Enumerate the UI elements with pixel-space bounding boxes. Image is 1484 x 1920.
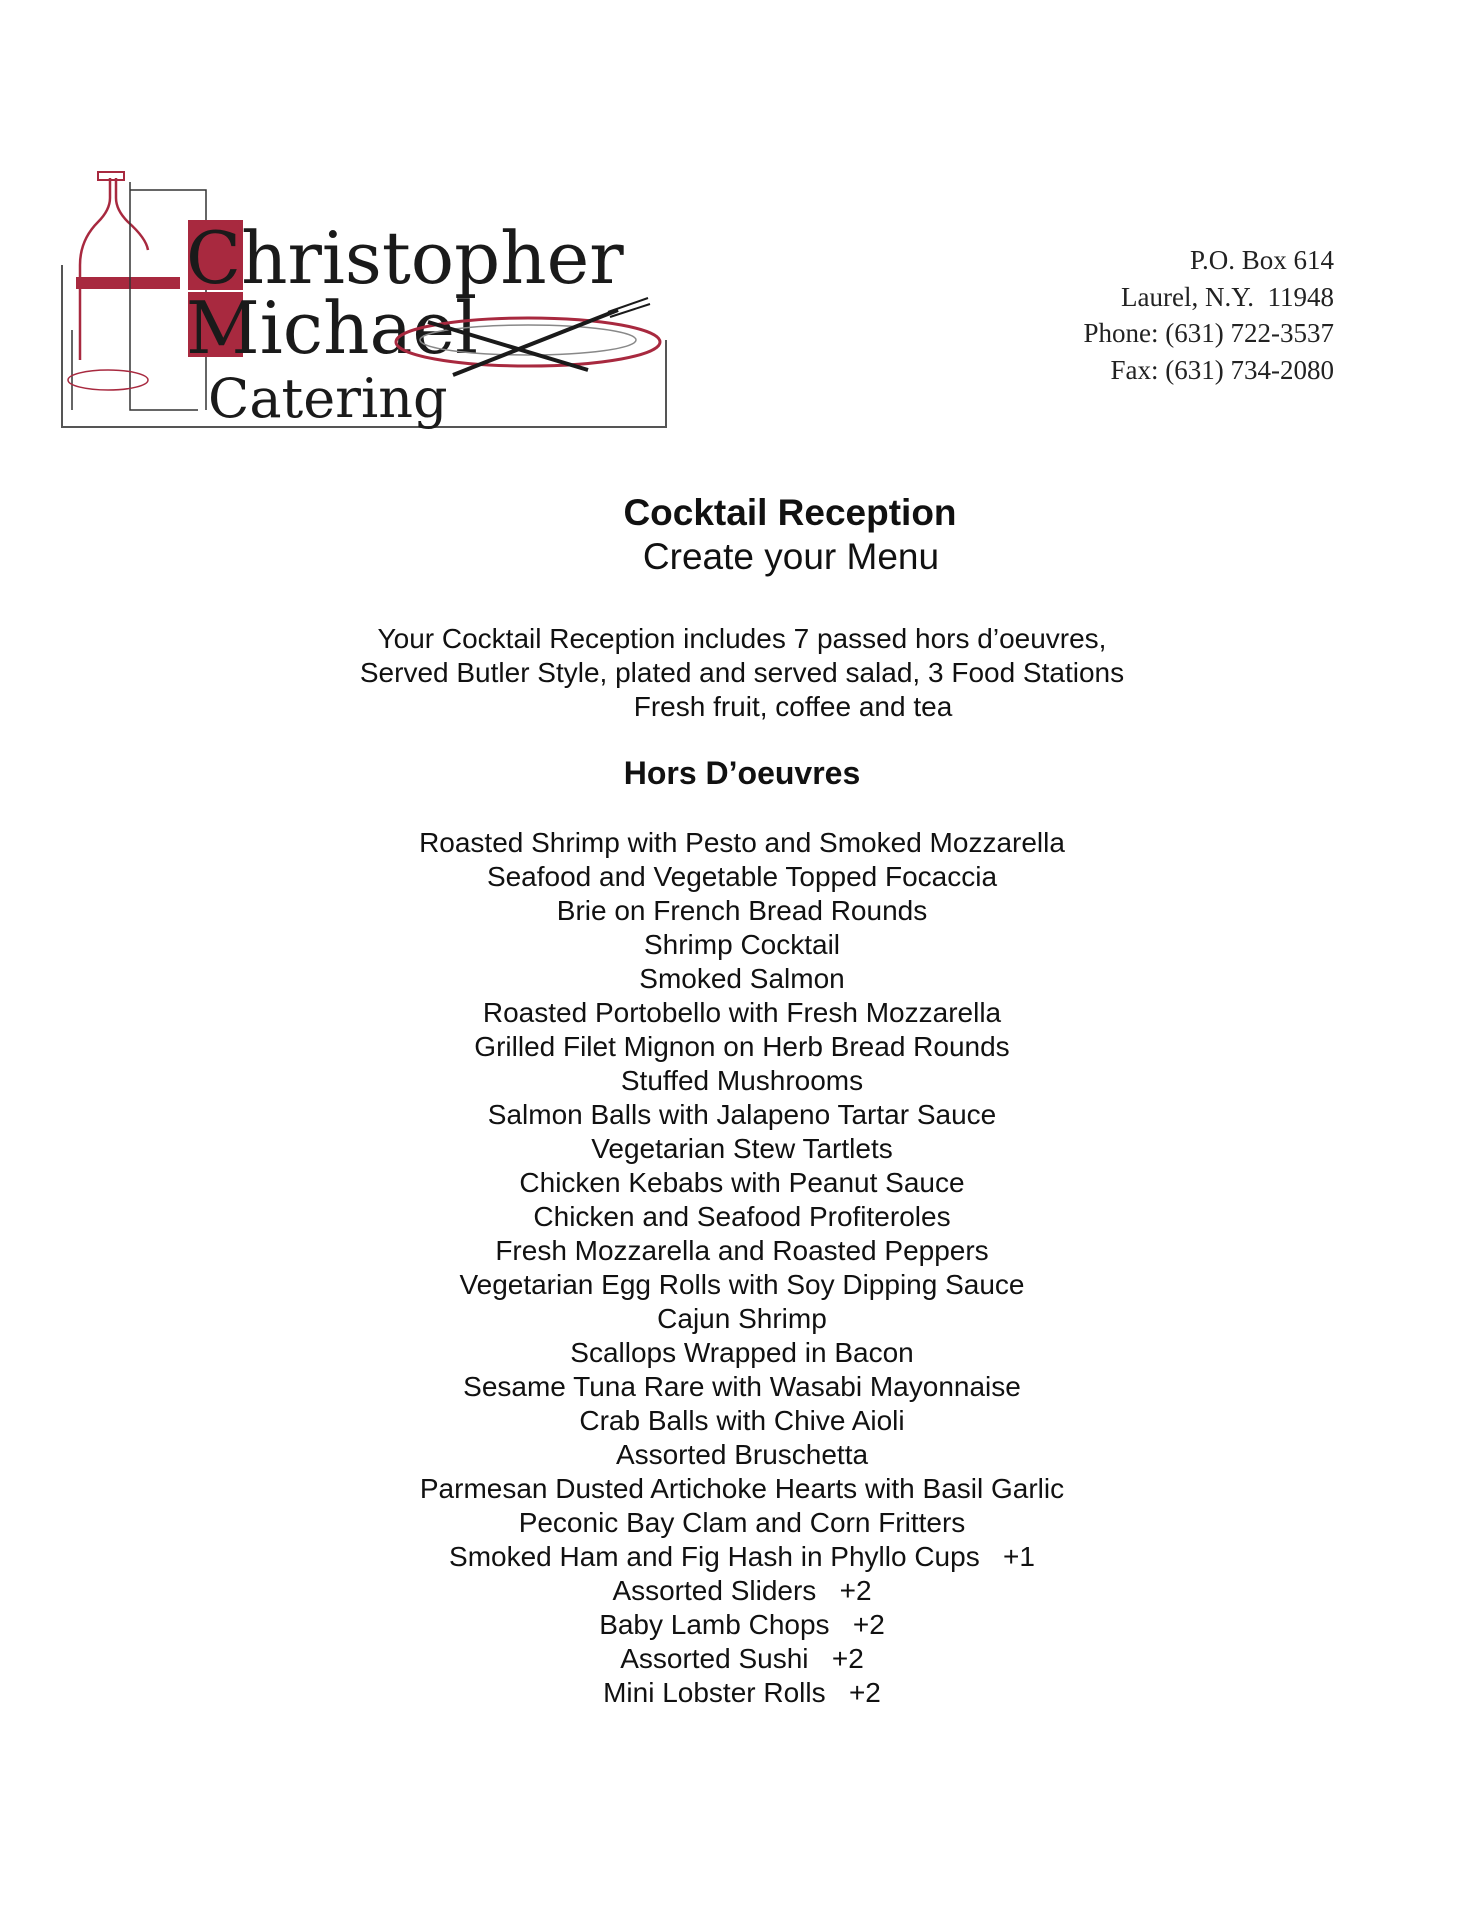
menu-item: Fresh Mozzarella and Roasted Peppers	[495, 1235, 989, 1266]
menu-item: Salmon Balls with Jalapeno Tartar Sauce	[487, 1099, 997, 1130]
menu-item: Crab Balls with Chive Aioli	[579, 1405, 905, 1436]
menu-item: Brie on French Bread Rounds	[556, 895, 928, 926]
address-line: Laurel, N.Y. 11948	[1121, 281, 1334, 312]
menu-item: Stuffed Mushrooms	[620, 1065, 864, 1096]
logo-line-3: Catering	[208, 367, 448, 430]
menu-item: Grilled Filet Mignon on Herb Bread Rounds	[474, 1031, 1010, 1062]
intro-line: Your Cocktail Reception includes 7 passed hors d’oeuvres,	[377, 623, 1107, 654]
intro-line: Served Butler Style, plated and served salad, 3 Food Stations	[359, 657, 1125, 688]
phone-line: Phone: (631) 722-3537	[1083, 318, 1334, 348]
menu-list	[0, 826, 1484, 1710]
menu-item: Parmesan Dusted Artichoke Hearts with Basil Garlic	[419, 1473, 1065, 1504]
company-logo	[58, 170, 678, 435]
menu-item: Vegetarian Egg Rolls with Soy Dipping Sauce	[459, 1269, 1025, 1300]
menu-item: Sesame Tuna Rare with Wasabi Mayonnaise	[463, 1371, 1021, 1402]
menu-item: Roasted Portobello with Fresh Mozzarella	[482, 997, 1002, 1028]
menu-item: Assorted Sushi +2	[620, 1643, 864, 1674]
menu-item: Cajun Shrimp	[657, 1303, 827, 1334]
intro-text	[0, 622, 1484, 724]
fax-line: Fax: (631) 734-2080	[1110, 354, 1334, 385]
menu-item: Assorted Sliders +2	[612, 1575, 872, 1606]
menu-item: Mini Lobster Rolls +2	[603, 1677, 881, 1708]
menu-item: Peconic Bay Clam and Corn Fritters	[518, 1507, 966, 1538]
menu-item: Chicken and Seafood Profiteroles	[533, 1201, 951, 1232]
menu-item: Scallops Wrapped in Bacon	[570, 1337, 914, 1368]
menu-item: Smoked Salmon	[639, 963, 845, 994]
menu-item: Roasted Shrimp with Pesto and Smoked Mozzarella	[419, 827, 1065, 858]
logo-line-1: Christopher	[186, 216, 624, 300]
logo-line-2: Michael	[186, 286, 479, 370]
menu-item: Seafood and Vegetable Topped Focaccia	[486, 861, 998, 892]
menu-item: Smoked Ham and Fig Hash in Phyllo Cups +1	[449, 1541, 1035, 1572]
menu-item: Baby Lamb Chops +2	[599, 1609, 885, 1640]
section-heading: Hors D’oeuvres	[623, 755, 861, 791]
address-line: P.O. Box 614	[1189, 245, 1334, 275]
menu-item: Shrimp Cocktail	[643, 929, 841, 960]
menu-item: Chicken Kebabs with Peanut Sauce	[519, 1167, 965, 1198]
menu-item: Vegetarian Stew Tartlets	[591, 1133, 893, 1164]
contact-address	[1084, 242, 1334, 388]
menu-item: Assorted Bruschetta	[615, 1439, 869, 1470]
intro-line: Fresh fruit, coffee and tea	[633, 691, 953, 722]
page-title: Cocktail Reception	[623, 492, 957, 533]
page-subtitle: Create your Menu	[642, 536, 940, 577]
